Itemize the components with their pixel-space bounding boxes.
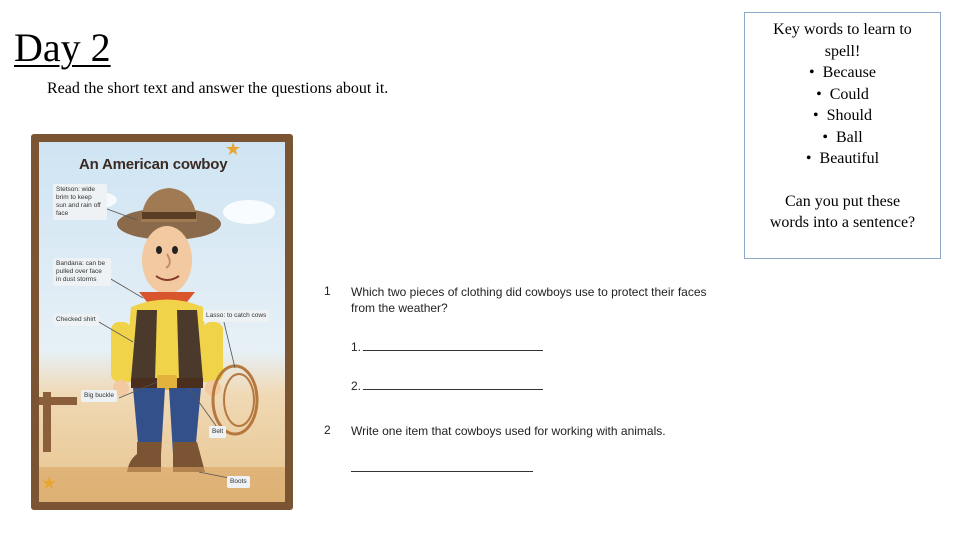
answer-1-label: 1. bbox=[351, 340, 362, 354]
star-icon: ★ bbox=[225, 142, 242, 159]
caption-stetson: Stetson: wide brim to keep sun and rain off face bbox=[53, 184, 107, 220]
key-words-list bbox=[745, 62, 940, 170]
answer-2-blank[interactable] bbox=[351, 378, 543, 393]
key-word-item: • Could bbox=[745, 84, 940, 106]
caption-boots: Boots bbox=[227, 476, 250, 488]
answer-1-blank[interactable] bbox=[351, 339, 543, 354]
key-words-box bbox=[744, 12, 941, 259]
question-2-text: Write one item that cowboys used for working with animals. bbox=[351, 424, 666, 438]
key-word-item: • Because bbox=[745, 62, 940, 84]
question-2-number: 2 bbox=[324, 423, 331, 437]
key-word-item: • Beautiful bbox=[745, 148, 940, 170]
sentence-prompt-2: words into a sentence? bbox=[769, 214, 916, 231]
star-icon: ★ bbox=[41, 473, 58, 493]
answer-line[interactable] bbox=[363, 378, 543, 390]
key-words-title-2: spell! bbox=[824, 42, 861, 60]
answer-line[interactable] bbox=[363, 339, 543, 351]
key-word-item: • Ball bbox=[745, 127, 940, 149]
key-word-item: • Should bbox=[745, 105, 940, 127]
poster-title: An American cowboy bbox=[79, 156, 228, 173]
answer-line[interactable] bbox=[351, 460, 533, 472]
page-title: Day 2 bbox=[14, 25, 111, 70]
caption-bandana: Bandana: can be pulled over face in dust storms bbox=[53, 258, 111, 286]
key-words-title-1: Key words to learn to bbox=[773, 21, 912, 38]
cowboy-poster bbox=[31, 134, 293, 510]
caption-lasso: Lasso: to catch cows bbox=[203, 310, 269, 322]
caption-shirt: Checked shirt bbox=[53, 314, 99, 326]
question-1-number: 1 bbox=[324, 284, 331, 298]
question-1-text bbox=[351, 284, 781, 316]
question-1-line-2: from the weather? bbox=[351, 301, 448, 315]
answer-2-label: 2. bbox=[351, 379, 362, 393]
question-1-line-1: Which two pieces of clothing did cowboys use to protect their faces bbox=[351, 285, 707, 299]
caption-belt: Belt bbox=[209, 426, 226, 438]
answer-3-blank[interactable] bbox=[351, 460, 533, 475]
caption-buckle: Big buckle bbox=[81, 390, 117, 402]
sentence-prompt-1: Can you put these bbox=[784, 192, 901, 210]
poster-content bbox=[39, 142, 285, 502]
instruction-text: Read the short text and answer the questions about it. bbox=[47, 80, 389, 97]
